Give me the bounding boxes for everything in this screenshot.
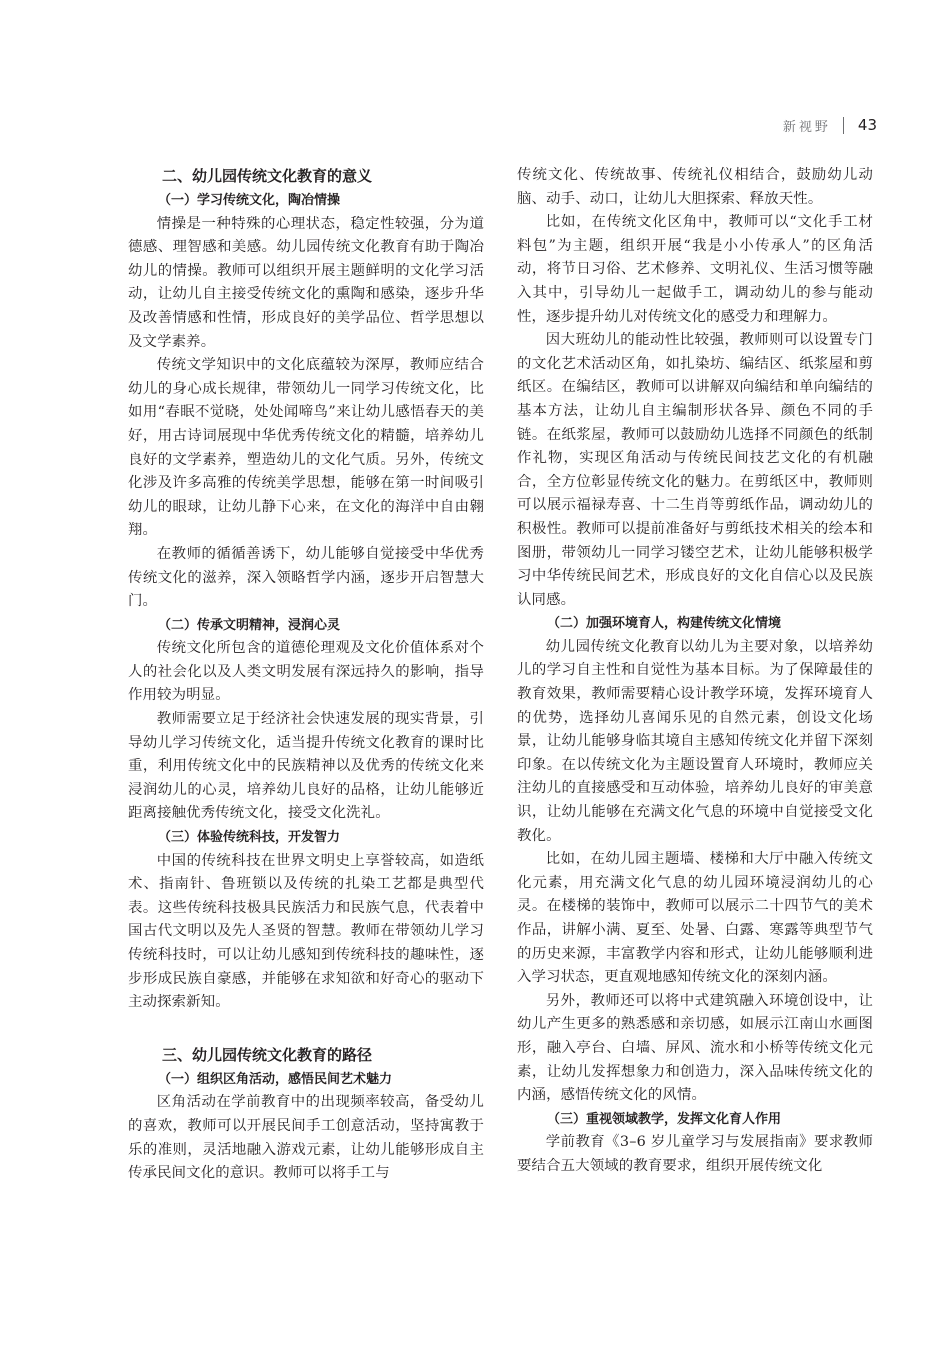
paragraph: 传统文学知识中的文化底蕴较为深厚，教师应结合幼儿的身心成长规律，带领幼儿一同学习传统文化，比如用“春眠不觉晓，处处闻啼鸟”来让幼儿感悟春天的美好，用古诗词展现中华优秀传统文化的精髓，培养幼儿良好的文学素养，塑造幼儿的文化气质。另外，传统文化涉及许多高雅的传统美学思想，能够在第一时间吸引幼儿的眼球，让幼儿静下心来，在文化的海洋中自由翱翔。	[128, 357, 484, 539]
left-column	[128, 164, 484, 1186]
subsection-heading: （二）传承文明精神，浸润心灵	[158, 617, 341, 633]
running-header	[783, 114, 877, 136]
paragraph: 比如，在传统文化区角中，教师可以“文化手工材料包”为主题，组织开展“我是小小传承人”的区角活动，将节日习俗、艺术修养、文明礼仪、生活习惯等融入其中，引导幼儿一起做手工，调动幼儿的参与能动性，逐步提升幼儿对传统文化的感受力和理解力。	[517, 214, 873, 325]
paragraph: 区角活动在学前教育中的出现频率较高，备受幼儿的喜欢，教师可以开展民间手工创意活动，坚持寓教于乐的准则，灵活地融入游戏元素，让幼儿能够形成自主传承民间文化的意识。教师可以将手工与	[128, 1094, 484, 1182]
subsection-heading: （三）体验传统科技，开发智力	[158, 830, 341, 846]
paragraph: 教师需要立足于经济社会快速发展的现实背景，引导幼儿学习传统文化，适当提升传统文化教育的课时比重，利用传统文化中的民族精神以及优秀的传统文化来浸润幼儿的心灵，培养幼儿良好的品格，让幼儿能够近距离接触优秀传统文化，接受文化洗礼。	[128, 711, 484, 822]
paragraph: 比如，在幼儿园主题墙、楼梯和大厅中融入传统文化元素，用充满文化气息的幼儿园环境浸润幼儿的心灵。在楼梯的装饰中，教师可以展示二十四节气的美术作品，讲解小满、夏至、处暑、白露、寒露等典型节气的历史来源，丰富教学内容和形式，让幼儿能够顺利进入学习状态，更直观地感知传统文化的深刻内涵。	[517, 851, 873, 986]
paragraph: 传统文化所包含的道德伦理观及文化价值体系对个人的社会化以及人类文明发展有深远持久的影响，指导作用较为明显。	[128, 640, 484, 704]
header-divider	[843, 117, 844, 134]
section-heading: 二、幼儿园传统文化教育的意义	[162, 167, 373, 185]
paragraph: 另外，教师还可以将中式建筑融入环境创设中，让幼儿产生更多的熟悉感和亲切感，如展示江南山水画图形，融入亭台、白墙、屏风、流水和小桥等传统文化元素，让幼儿发挥想象力和创造力，深入品味传统文化的内涵，感悟传统文化的风情。	[517, 992, 873, 1104]
paragraph: 情操是一种特殊的心理状态，稳定性较强，分为道德感、理智感和美感。幼儿园传统文化教育有助于陶冶幼儿的情操。教师可以组织开展主题鲜明的文化学习活动，让幼儿自主接受传统文化的熏陶和感染，逐步升华及改善情感和性情，形成良好的美学品位、哲学思想以及文学素养。	[128, 215, 484, 350]
page-number: 43	[857, 116, 877, 134]
paragraph: 因大班幼儿的能动性比较强，教师则可以设置专门的文化艺术活动区角，如扎染坊、编结区、纸浆屋和剪纸区。在编结区，教师可以讲解双向编结和单向编结的基本方法，让幼儿自主编制形状各异、颜色不同的手链。在纸浆屋，教师可以鼓励幼儿选择不同颜色的纸制作礼物，实现区角活动与传统民间技艺文化的有机融合，全方位彰显传统文化的魅力。在剪纸区中，教师则可以展示福禄寿喜、十二生肖等剪纸作品，调动幼儿的积极性。教师可以提前准备好与剪纸技术相关的绘本和图册，带领幼儿一同学习镂空艺术，让幼儿能够积极学习中华传统民间艺术，形成良好的文化自信心以及民族认同感。	[517, 332, 873, 608]
paragraph: 在教师的循循善诱下，幼儿能够自觉接受中华优秀传统文化的滋养，深入领略哲学内涵，逐步开启智慧大门。	[128, 545, 484, 610]
paragraph-continued: 传统文化、传统故事、传统礼仪相结合，鼓励幼儿动脑、动手、动口，让幼儿大胆探索、释放天性。	[517, 167, 873, 207]
subsection-heading: （二）加强环境育人，构建传统文化情境	[547, 616, 782, 632]
section-name: 新视野	[782, 119, 831, 135]
section-heading: 三、幼儿园传统文化教育的路径	[162, 1045, 373, 1064]
subsection-heading: （一）学习传统文化，陶冶情操	[158, 193, 341, 208]
paragraph: 中国的传统科技在世界文明史上享誉较高，如造纸术、指南针、鲁班锁以及传统的扎染工艺都是典型代表。这些传统科技极具民族活力和民族气息，代表着中国古代文明以及先人圣贤的智慧。教师在带领幼儿学习传统科技时，可以让幼儿感知到传统科技的趣味性，逐步形成民族自豪感，并能够在求知欲和好奇心的驱动下主动探索新知。	[128, 852, 484, 1011]
subsection-heading: （一）组织区角活动，感悟民间艺术魅力	[158, 1071, 393, 1087]
paragraph: 幼儿园传统文化教育以幼儿为主要对象，以培养幼儿的学习自主性和自觉性为基本目标。为了保障最佳的教育效果，教师需要精心设计教学环境，发挥环境育人的优势，选择幼儿喜闻乐见的自然元素，创设文化场景，让幼儿能够身临其境自主感知传统文化并留下深刻印象。在以传统文化为主题设置育人环境时，教师应关注幼儿的直接感受和互动体验，培养幼儿良好的审美意识，让幼儿能够在充满文化气息的环境中自觉接受文化教化。	[517, 638, 873, 844]
paragraph: 学前教育《3–6 岁儿童学习与发展指南》要求教师要结合五大领域的教育要求，组织开展传统文化	[517, 1134, 873, 1174]
subsection-heading: （三）重视领域教学，发挥文化育人作用	[547, 1111, 782, 1127]
right-column	[517, 164, 873, 1179]
